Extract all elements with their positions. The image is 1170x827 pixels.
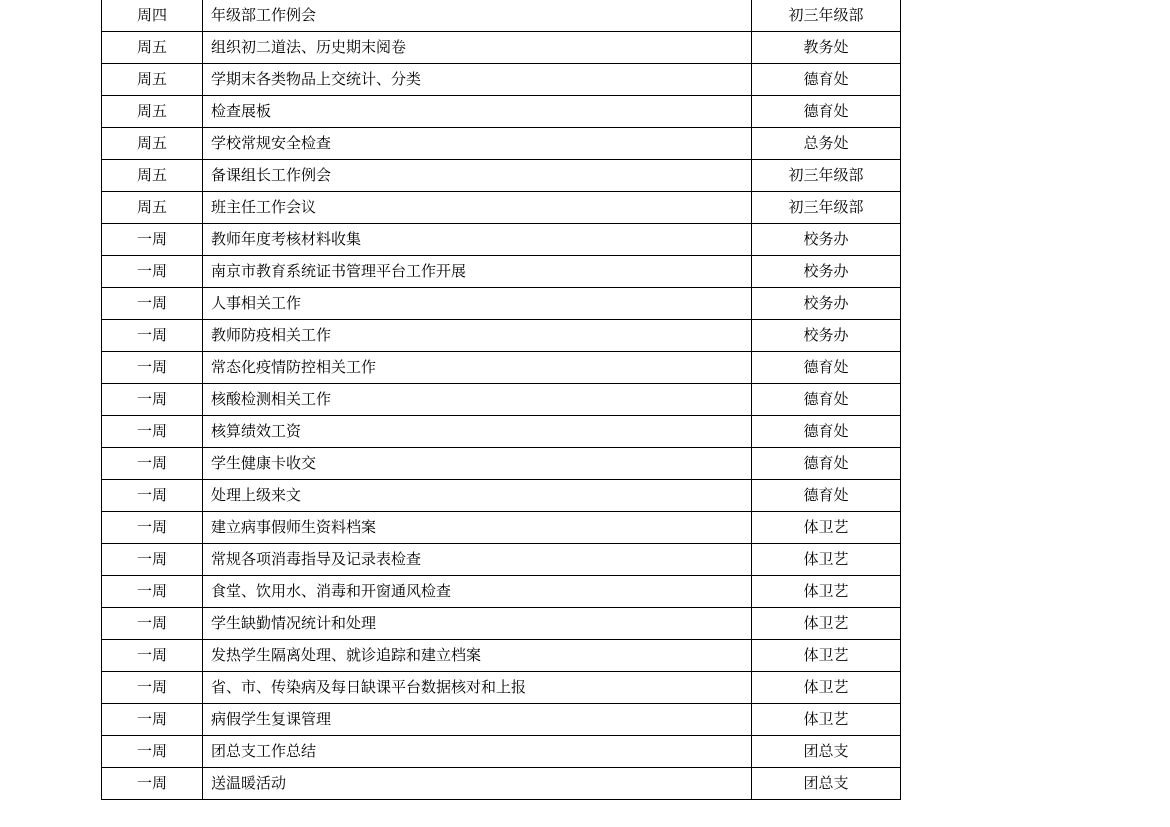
task-cell: 常态化疫情防控相关工作 bbox=[203, 352, 752, 384]
department-cell: 德育处 bbox=[752, 416, 901, 448]
task-cell: 学期末各类物品上交统计、分类 bbox=[203, 64, 752, 96]
department-cell: 初三年级部 bbox=[752, 160, 901, 192]
day-cell: 一周 bbox=[102, 352, 203, 384]
table-row bbox=[102, 192, 901, 224]
table-row bbox=[102, 96, 901, 128]
task-cell: 团总支工作总结 bbox=[203, 736, 752, 768]
department-cell: 校务办 bbox=[752, 288, 901, 320]
department-cell: 体卫艺 bbox=[752, 512, 901, 544]
task-cell: 常规各项消毒指导及记录表检查 bbox=[203, 544, 752, 576]
task-cell: 学生缺勤情况统计和处理 bbox=[203, 608, 752, 640]
department-cell: 校务办 bbox=[752, 224, 901, 256]
day-cell: 一周 bbox=[102, 640, 203, 672]
department-cell: 体卫艺 bbox=[752, 672, 901, 704]
schedule-table-body bbox=[102, 0, 901, 800]
day-cell: 一周 bbox=[102, 384, 203, 416]
task-cell: 备课组长工作例会 bbox=[203, 160, 752, 192]
task-cell: 省、市、传染病及每日缺课平台数据核对和上报 bbox=[203, 672, 752, 704]
table-row bbox=[102, 480, 901, 512]
day-cell: 一周 bbox=[102, 768, 203, 800]
day-cell: 一周 bbox=[102, 416, 203, 448]
task-cell: 核酸检测相关工作 bbox=[203, 384, 752, 416]
table-row bbox=[102, 320, 901, 352]
department-cell: 德育处 bbox=[752, 96, 901, 128]
task-cell: 处理上级来文 bbox=[203, 480, 752, 512]
schedule-table bbox=[101, 0, 901, 800]
department-cell: 总务处 bbox=[752, 128, 901, 160]
day-cell: 周五 bbox=[102, 96, 203, 128]
department-cell: 团总支 bbox=[752, 736, 901, 768]
task-cell: 病假学生复课管理 bbox=[203, 704, 752, 736]
day-cell: 周五 bbox=[102, 160, 203, 192]
table-row bbox=[102, 128, 901, 160]
department-cell: 体卫艺 bbox=[752, 544, 901, 576]
table-row bbox=[102, 384, 901, 416]
day-cell: 一周 bbox=[102, 288, 203, 320]
table-row bbox=[102, 736, 901, 768]
table-row bbox=[102, 224, 901, 256]
department-cell: 教务处 bbox=[752, 32, 901, 64]
department-cell: 初三年级部 bbox=[752, 0, 901, 32]
task-cell: 南京市教育系统证书管理平台工作开展 bbox=[203, 256, 752, 288]
task-cell: 学生健康卡收交 bbox=[203, 448, 752, 480]
department-cell: 德育处 bbox=[752, 384, 901, 416]
day-cell: 周五 bbox=[102, 192, 203, 224]
department-cell: 德育处 bbox=[752, 448, 901, 480]
day-cell: 一周 bbox=[102, 704, 203, 736]
task-cell: 学校常规安全检查 bbox=[203, 128, 752, 160]
task-cell: 班主任工作会议 bbox=[203, 192, 752, 224]
department-cell: 校务办 bbox=[752, 320, 901, 352]
day-cell: 一周 bbox=[102, 544, 203, 576]
day-cell: 一周 bbox=[102, 512, 203, 544]
table-row bbox=[102, 32, 901, 64]
table-row bbox=[102, 160, 901, 192]
day-cell: 一周 bbox=[102, 736, 203, 768]
table-row bbox=[102, 352, 901, 384]
task-cell: 年级部工作例会 bbox=[203, 0, 752, 32]
department-cell: 校务办 bbox=[752, 256, 901, 288]
department-cell: 德育处 bbox=[752, 480, 901, 512]
table-row bbox=[102, 448, 901, 480]
task-cell: 食堂、饮用水、消毒和开窗通风检查 bbox=[203, 576, 752, 608]
department-cell: 团总支 bbox=[752, 768, 901, 800]
table-row bbox=[102, 256, 901, 288]
table-row bbox=[102, 288, 901, 320]
department-cell: 德育处 bbox=[752, 64, 901, 96]
table-row bbox=[102, 704, 901, 736]
day-cell: 一周 bbox=[102, 480, 203, 512]
table-row bbox=[102, 544, 901, 576]
task-cell: 送温暖活动 bbox=[203, 768, 752, 800]
department-cell: 体卫艺 bbox=[752, 640, 901, 672]
day-cell: 一周 bbox=[102, 672, 203, 704]
day-cell: 一周 bbox=[102, 608, 203, 640]
task-cell: 检查展板 bbox=[203, 96, 752, 128]
task-cell: 教师防疫相关工作 bbox=[203, 320, 752, 352]
table-row bbox=[102, 672, 901, 704]
department-cell: 体卫艺 bbox=[752, 608, 901, 640]
table-row bbox=[102, 0, 901, 32]
table-row bbox=[102, 768, 901, 800]
department-cell: 体卫艺 bbox=[752, 704, 901, 736]
day-cell: 一周 bbox=[102, 448, 203, 480]
table-row bbox=[102, 608, 901, 640]
day-cell: 周五 bbox=[102, 32, 203, 64]
task-cell: 教师年度考核材料收集 bbox=[203, 224, 752, 256]
day-cell: 周四 bbox=[102, 0, 203, 32]
table-row bbox=[102, 416, 901, 448]
department-cell: 体卫艺 bbox=[752, 576, 901, 608]
day-cell: 一周 bbox=[102, 576, 203, 608]
table-row bbox=[102, 512, 901, 544]
table-row bbox=[102, 640, 901, 672]
task-cell: 组织初二道法、历史期末阅卷 bbox=[203, 32, 752, 64]
table-row bbox=[102, 576, 901, 608]
day-cell: 一周 bbox=[102, 320, 203, 352]
task-cell: 人事相关工作 bbox=[203, 288, 752, 320]
department-cell: 初三年级部 bbox=[752, 192, 901, 224]
task-cell: 核算绩效工资 bbox=[203, 416, 752, 448]
department-cell: 德育处 bbox=[752, 352, 901, 384]
table-row bbox=[102, 64, 901, 96]
task-cell: 发热学生隔离处理、就诊追踪和建立档案 bbox=[203, 640, 752, 672]
task-cell: 建立病事假师生资料档案 bbox=[203, 512, 752, 544]
day-cell: 一周 bbox=[102, 256, 203, 288]
day-cell: 周五 bbox=[102, 128, 203, 160]
day-cell: 周五 bbox=[102, 64, 203, 96]
day-cell: 一周 bbox=[102, 224, 203, 256]
